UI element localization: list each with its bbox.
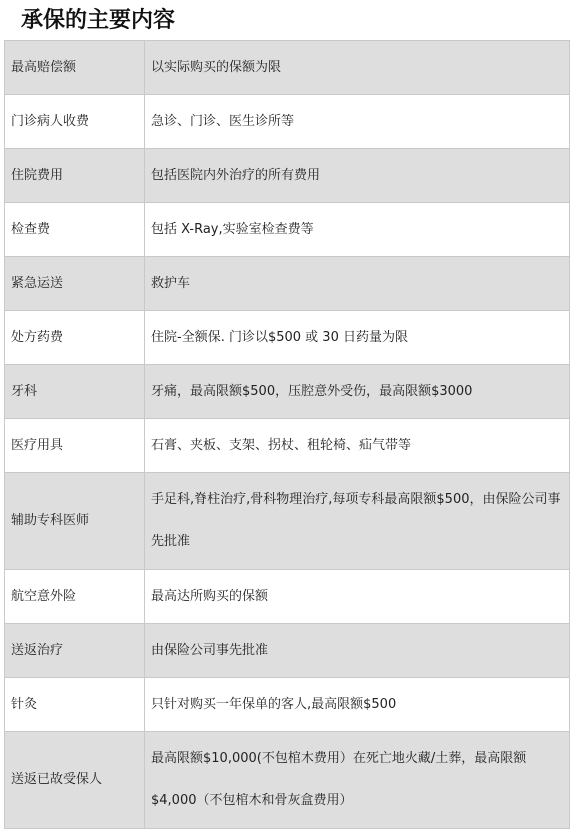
table-row (5, 149, 570, 203)
row-value: 救护车 (145, 257, 570, 311)
row-value: 住院-全额保. 门诊以$500 或 30 日药量为限 (145, 311, 570, 365)
row-value: 包括医院内外治疗的所有费用 (145, 149, 570, 203)
table-row (5, 678, 570, 732)
row-value: 最高达所购买的保额 (145, 570, 570, 624)
table-row (5, 419, 570, 473)
row-label: 牙科 (5, 365, 145, 419)
row-value: 以实际购买的保额为限 (145, 41, 570, 95)
row-value: 手足科,脊柱治疗,骨科物理治疗,每项专科最高限额$500，由保险公司事先批准 (145, 473, 570, 570)
row-label: 紧急运送 (5, 257, 145, 311)
row-value: 石膏、夹板、支架、拐杖、租轮椅、疝气带等 (145, 419, 570, 473)
table-row (5, 365, 570, 419)
row-value: 由保险公司事先批准 (145, 624, 570, 678)
table-row (5, 570, 570, 624)
coverage-table (4, 40, 570, 829)
row-value: 急诊、门诊、医生诊所等 (145, 95, 570, 149)
row-value: 包括 X-Ray,实验室检查费等 (145, 203, 570, 257)
row-label: 送返已故受保人 (5, 732, 145, 829)
row-label: 针灸 (5, 678, 145, 732)
page-title: 承保的主要内容 (21, 8, 176, 33)
row-label: 送返治疗 (5, 624, 145, 678)
table-row (5, 473, 570, 570)
table-row (5, 624, 570, 678)
table-row (5, 41, 570, 95)
row-label: 检查费 (5, 203, 145, 257)
table-row (5, 732, 570, 829)
row-label: 最高赔偿额 (5, 41, 145, 95)
row-label: 门诊病人收费 (5, 95, 145, 149)
table-row (5, 311, 570, 365)
row-label: 辅助专科医师 (5, 473, 145, 570)
row-value: 最高限额$10,000(不包棺木费用）在死亡地火藏/土葬，最高限额$4,000（不包棺木和骨灰盒费用） (145, 732, 570, 829)
row-label: 住院费用 (5, 149, 145, 203)
table-row (5, 257, 570, 311)
row-value: 牙痛，最高限额$500，压腔意外受伤，最高限额$3000 (145, 365, 570, 419)
row-label: 航空意外险 (5, 570, 145, 624)
table-row (5, 203, 570, 257)
row-label: 处方药费 (5, 311, 145, 365)
row-value: 只针对购买一年保单的客人,最高限额$500 (145, 678, 570, 732)
row-label: 医疗用具 (5, 419, 145, 473)
table-row (5, 95, 570, 149)
